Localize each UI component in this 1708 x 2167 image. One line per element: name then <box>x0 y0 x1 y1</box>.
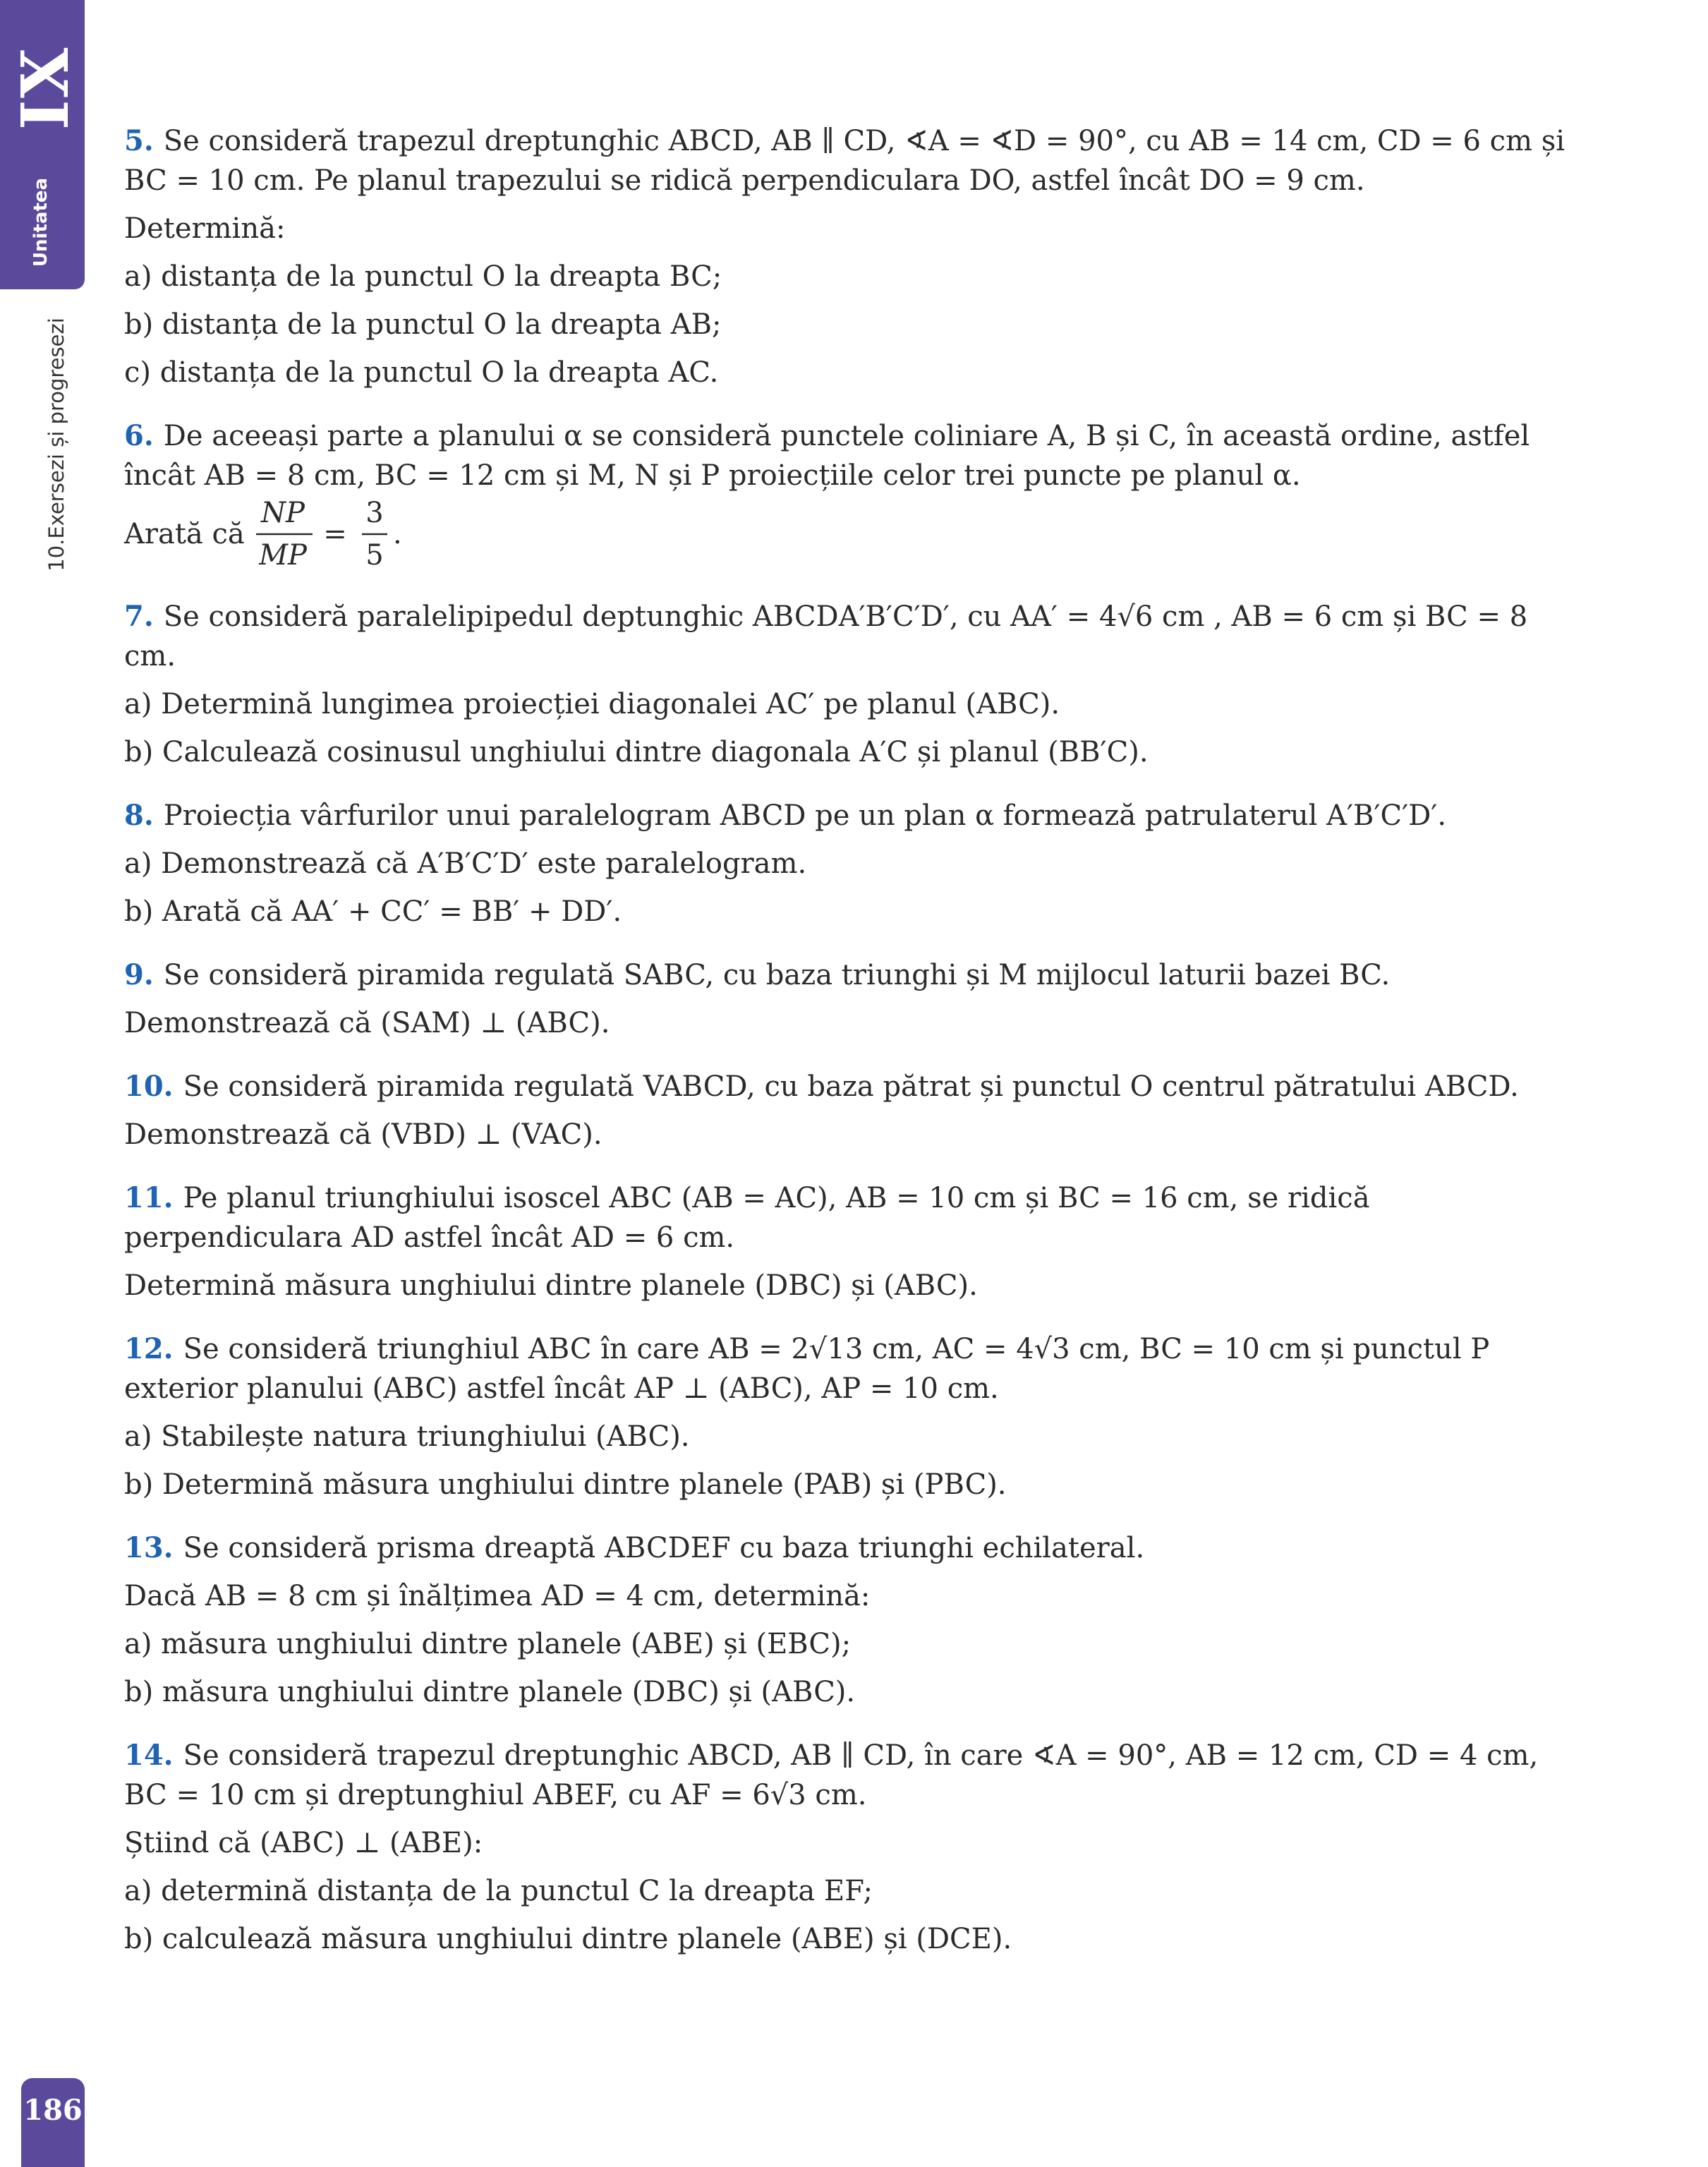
exercise-prompt: Știind că (ABC) ⊥ (ABE): <box>124 1827 483 1859</box>
exercise-number: 14. <box>124 1739 174 1772</box>
claim-prefix: Arată că <box>124 518 245 550</box>
exercise-number: 7. <box>124 600 154 633</box>
exercise-part-a: a) măsura unghiului dintre planele (ABE) și (EBC); <box>124 1628 852 1660</box>
exercise-part-b: b) măsura unghiului dintre planele (DBC) și (ABC). <box>124 1676 856 1708</box>
exercise-statement: Pe planul triunghiului isoscel ABC (AB = AC), AB = 10 cm și BC = 16 cm, se ridică perpendiculara AD astfel încât AD = 6 cm. <box>124 1182 1370 1254</box>
exercise-13 <box>124 1528 1582 1712</box>
exercise-statement: Se consideră piramida regulată VABCD, cu baza pătrat și punctul O centrul pătratului ABCD. <box>183 1070 1519 1103</box>
exercise-statement: Se consideră paralelipipedul deptunghic ABCDA′B′C′D′, cu AA′ = 4√6 cm , AB = 6 cm și BC = 8 cm. <box>124 600 1528 672</box>
fraction-ratio <box>255 495 431 573</box>
exercise-part-b: b) Calculează cosinusul unghiului dintre diagonala A′C și planul (BB′C). <box>124 736 1149 768</box>
exercise-number: 5. <box>124 124 154 157</box>
unit-number: IX <box>7 46 84 131</box>
exercise-part-b: b) distanța de la punctul O la dreapta AB; <box>124 308 722 341</box>
exercise-7 <box>124 597 1582 772</box>
exercise-number: 13. <box>124 1531 174 1564</box>
exercise-part-a: a) Determină lungimea proiecției diagonalei AC′ pe planul (ABC). <box>124 688 1060 720</box>
exercise-part: Demonstrează că (SAM) ⊥ (ABC). <box>124 1007 610 1039</box>
exercise-part-a: a) Stabilește natura triunghiului (ABC). <box>124 1420 690 1453</box>
exercise-part-b: b) Arată că AA′ + CC′ = BB′ + DD′. <box>124 895 622 928</box>
exercise-part-a: a) distanța de la punctul O la dreapta BC; <box>124 260 722 293</box>
exercise-prompt: Dacă AB = 8 cm și înălțimea AD = 4 cm, determină: <box>124 1580 871 1612</box>
unit-tab <box>0 0 85 289</box>
exercise-part: Determină măsura unghiului dintre planele (DBC) și (ABC). <box>124 1269 978 1302</box>
fraction-np: NP <box>260 497 305 529</box>
exercise-prompt: Determină: <box>124 212 286 245</box>
exercise-list <box>124 121 1582 1983</box>
exercise-8 <box>124 796 1582 931</box>
exercise-12 <box>124 1329 1582 1504</box>
exercise-5 <box>124 121 1582 392</box>
exercise-part-a: a) Demonstrează că A′B′C′D′ este paralelogram. <box>124 847 807 880</box>
exercise-number: 6. <box>124 419 154 452</box>
exercise-statement: Se consideră triunghiul ABC în care AB = 2√13 cm, AC = 4√3 cm, BC = 10 cm și punctul P exterior planului (ABC) astfel încât AP ⊥ (ABC), AP = 10 cm. <box>124 1333 1490 1405</box>
exercise-part: Demonstrează că (VBD) ⊥ (VAC). <box>124 1118 602 1151</box>
exercise-part-b: b) calculează măsura unghiului dintre planele (ABE) și (DCE). <box>124 1923 1012 1955</box>
page-number: 186 <box>21 2078 85 2167</box>
section-label: 10.Exersezi și progresezi <box>44 318 69 572</box>
exercise-number: 8. <box>124 799 154 832</box>
exercise-statement: Se consideră piramida regulată SABC, cu baza triunghi și M mijlocul laturii bazei BC. <box>163 959 1391 991</box>
exercise-number: 12. <box>124 1332 174 1365</box>
exercise-statement: De aceeași parte a planului α se consideră punctele coliniare A, B și C, în această ordine, astfel încât AB = 8 cm, BC = 12 cm și M, N și P proiecțiile celor trei puncte pe planul α. <box>124 420 1530 492</box>
period: . <box>392 518 402 550</box>
exercise-9 <box>124 955 1582 1043</box>
exercise-part-c: c) distanța de la punctul O la dreapta AC. <box>124 356 719 389</box>
fraction-5: 5 <box>365 539 384 572</box>
exercise-11 <box>124 1178 1582 1305</box>
exercise-number: 10. <box>124 1070 174 1103</box>
exercise-6 <box>124 416 1582 573</box>
exercise-statement: Se consideră trapezul dreptunghic ABCD, AB ∥ CD, în care ∢A = 90°, AB = 12 cm, CD = 4 cm, BC = 10 cm și dreptunghiul ABEF, cu AF = 6√3 cm. <box>124 1739 1539 1811</box>
fraction-3: 3 <box>365 497 384 529</box>
exercise-statement: Se consideră trapezul dreptunghic ABCD, AB ∥ CD, ∢A = ∢D = 90°, cu AB = 14 cm, CD = 6 cm și BC = 10 cm. Pe planul trapezului se ridică perpendiculara DO, astfel încât DO = 9 cm. <box>124 125 1565 197</box>
exercise-14 <box>124 1736 1582 1959</box>
exercise-part-b: b) Determină măsura unghiului dintre planele (PAB) și (PBC). <box>124 1468 1007 1501</box>
exercise-number: 11. <box>124 1181 174 1214</box>
equals-sign: = <box>322 518 347 550</box>
unit-label: Unitatea <box>30 177 52 267</box>
fraction-mp: MP <box>258 539 307 572</box>
exercise-statement: Proiecția vârfurilor unui paralelogram ABCD pe un plan α formează patrulaterul A′B′C′D′. <box>163 799 1447 832</box>
exercise-number: 9. <box>124 958 154 991</box>
exercise-statement: Se consideră prisma dreaptă ABCDEF cu baza triunghi echilateral. <box>183 1532 1145 1564</box>
ratio-claim <box>124 495 1582 573</box>
exercise-10 <box>124 1067 1582 1154</box>
exercise-part-a: a) determină distanța de la punctul C la dreapta EF; <box>124 1875 873 1907</box>
